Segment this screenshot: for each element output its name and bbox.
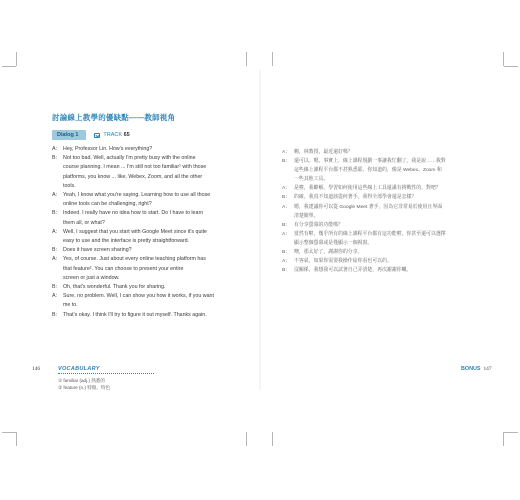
dialogue-line: [52, 228, 262, 237]
dialogue-text: me to.: [63, 302, 78, 309]
translation-text: 沒關係，我想我可以試著自己弄清楚，再次謝謝你囉。: [294, 268, 412, 274]
speaker-label: A:: [52, 146, 58, 152]
crop-mark: [503, 432, 504, 446]
translation-line: [282, 203, 487, 212]
translation-text: 有分享螢幕的功能嗎？: [294, 222, 343, 228]
dialogue-text: course planning. I mean ... I'm still not too familiar¹ with those: [63, 164, 207, 171]
translation-line: [282, 212, 487, 221]
crop-mark: [504, 66, 518, 67]
dialogue-line: [52, 182, 262, 191]
speaker-label: B:: [52, 284, 58, 291]
translation-text: 噢，那太好了，謝謝你的分享。: [294, 250, 363, 256]
dialogue-line: [52, 246, 262, 255]
vocabulary-title: VOCABULARY: [58, 366, 100, 372]
speaker-label: A:: [52, 293, 58, 300]
track-label: [103, 132, 129, 138]
translation-line: [282, 230, 487, 239]
dialogue-text: Oh, that's wonderful. Thank you for sharing.: [63, 284, 166, 291]
speaker-label: A：: [282, 186, 291, 192]
vocabulary-rule: [58, 373, 154, 375]
speaker-label: B：: [282, 159, 291, 165]
translation-text: 這些線上課程平台都不甚熟悉耶，你知道的，像是 Webex、Zoom 和: [294, 168, 442, 174]
speaker-label: B:: [52, 311, 58, 318]
audio-track-icon: [94, 133, 100, 138]
dialogue-text: Yes, of course. Just about every online teaching platform has: [63, 256, 206, 263]
translation-line: [282, 221, 487, 230]
crop-mark: [504, 432, 518, 433]
dialogue-line: [52, 209, 262, 218]
translation-line: [282, 148, 487, 157]
dialogue-text: platforms, you know ... like, Webex, Zoom, and all the other: [63, 173, 203, 180]
speaker-label: A：: [282, 150, 291, 155]
speaker-label: B：: [282, 268, 291, 274]
dialogue-line: [52, 154, 262, 163]
translation-text: 嗯，我建議你可以從 Google Meet 著手，因為它非常易於使用且界面: [294, 204, 443, 210]
vocabulary-item: ② feature (n.) 特徵、特色: [58, 385, 111, 391]
dialogue-text: Not too bad. Well, actually I'm pretty busy with the online: [63, 155, 196, 162]
dialogue-text: Well, I suggest that you start with Google Meet since it's quite: [63, 228, 207, 235]
dialogue-line: [52, 274, 262, 283]
speaker-label: A：: [282, 259, 291, 265]
speaker-label: A：: [282, 231, 291, 237]
speaker-label: A：: [282, 204, 291, 210]
translation-text: 的確，我真不知道該從何著手，我得全部學會還是怎樣？: [294, 195, 417, 201]
translation-text: 一些其他工具。: [294, 177, 329, 183]
speaker-label: A:: [52, 256, 58, 263]
track-number: 65: [123, 132, 130, 138]
speaker-label: A:: [52, 192, 58, 199]
translation-line: [282, 184, 487, 193]
translation-text: 當然有啦，幾乎所有的線上課程平台都有這功能啦，你甚至還可以選擇: [294, 231, 446, 237]
speaker-label: A:: [52, 228, 58, 235]
chinese-translation: [282, 148, 487, 275]
dialogue-text: easy to use and the interface is pretty straightforward.: [63, 238, 190, 245]
dialog-badge: Dialog 1: [52, 130, 86, 140]
speaker-label: B：: [282, 195, 291, 201]
crop-mark: [246, 52, 247, 66]
translation-text: 還可以。嗯，事實上，線上課程規劃一事讓我忙翻了。我是說……我對: [294, 159, 446, 165]
dialog-header: [52, 130, 130, 140]
dialogue-line: [52, 255, 262, 264]
crop-mark: [503, 52, 504, 66]
translation-line: [282, 175, 487, 184]
translation-text: 是啦，我瞭解，學習如何使用這些線上工具還滿有挑戰性的，對吧？: [294, 186, 441, 192]
crop-mark: [16, 52, 17, 66]
translation-line: [282, 193, 487, 202]
dialogue-line: [52, 292, 262, 301]
dialogue-text: Indeed. I really have no idea how to start. Do I have to learn: [63, 210, 204, 217]
page-number-left: 146: [32, 366, 41, 372]
speaker-label: B:: [52, 210, 58, 217]
translation-line: [282, 157, 487, 166]
page-number-right: [461, 366, 492, 372]
dialogue-text: Hey, Professor Lin. How's everything?: [63, 146, 153, 152]
dialogue-text: tools.: [63, 182, 76, 189]
vocabulary-item: ① familiar (adj.) 熟悉的: [58, 378, 105, 383]
vocabulary-box: [58, 366, 198, 392]
crop-mark: [272, 52, 273, 66]
dialogue-text: That's okay. I think I'll try to figure it out myself. Thanks again.: [63, 311, 207, 318]
crop-mark: [246, 432, 247, 446]
dialogue-line: [52, 265, 262, 274]
crop-mark: [16, 432, 17, 446]
translation-text: 顯示整個螢幕或是僅顯示一個視窗。: [294, 240, 373, 246]
translation-line: [282, 166, 487, 175]
dialogue-text: Yeah, I know what you're saying. Learning how to use all those: [63, 192, 211, 199]
track-text: TRACK: [103, 132, 123, 138]
translation-text: 清楚簡單。: [294, 213, 319, 219]
dialogue-text: that feature². You can choose to present your entire: [63, 265, 184, 272]
dialogue-line: [52, 237, 262, 246]
dialogue-text: them all, or what?: [63, 219, 105, 226]
dialogue-line: [52, 219, 262, 228]
dialogue-line: [52, 301, 262, 310]
track-indicator: [94, 132, 129, 138]
speaker-label: B:: [52, 247, 58, 254]
speaker-label: B:: [52, 155, 58, 162]
section-label: BONUS: [461, 366, 481, 372]
crop-mark: [2, 432, 16, 433]
translation-line: [282, 266, 487, 275]
dialogue-text: Sure, no problem. Well, I can show you how it works, if you want: [63, 293, 214, 300]
dialogue-text: screen or just a window.: [63, 274, 120, 281]
translation-line: [282, 257, 487, 266]
translation-text: 嗨，林教授，最近還好嗎？: [294, 150, 353, 155]
page-title: 討論線上教學的優缺點——教師視角: [52, 113, 176, 122]
dialogue-text: online tools can be challenging, right?: [63, 201, 152, 208]
dialogue-line: [52, 173, 262, 182]
dialogue-line: [52, 145, 262, 154]
translation-line: [282, 248, 487, 257]
dialogue-line: [52, 311, 262, 320]
translation-line: [282, 239, 487, 248]
translation-text: 不客氣，如果你需要我操作給你看也可以的。: [294, 259, 392, 265]
dialogue-line: [52, 163, 262, 172]
crop-mark: [272, 432, 273, 446]
page-number: 147: [483, 366, 492, 372]
english-dialogue: [52, 145, 262, 320]
speaker-label: B：: [282, 222, 291, 228]
dialogue-line: [52, 200, 262, 209]
dialogue-line: [52, 191, 262, 200]
crop-mark: [2, 66, 16, 67]
dialogue-line: [52, 283, 262, 292]
speaker-label: B：: [282, 250, 291, 256]
dialogue-text: Does it have screen sharing?: [63, 247, 132, 254]
